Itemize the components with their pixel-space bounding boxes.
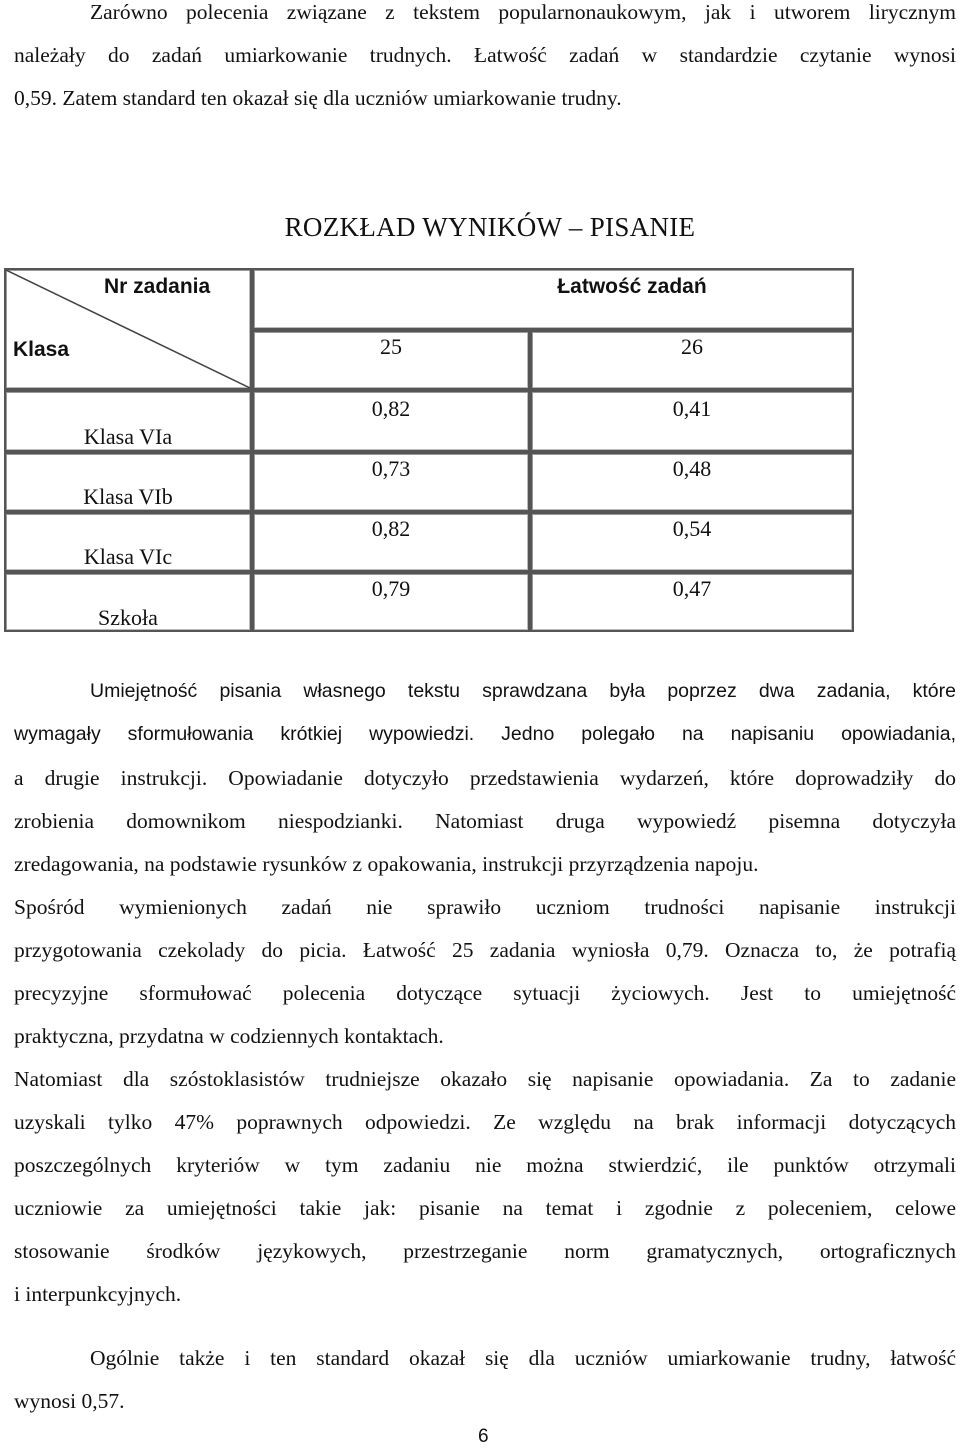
body-line: stosowanie środków językowych, przestrzeganie norm gramatycznych, ortograficznych [14,1239,956,1263]
row-label: Klasa VIa [83,424,173,449]
table-title: ROZKŁAD WYNIKÓW – PISANIE [284,212,696,242]
row-label: Klasa VIc [83,544,173,569]
header-task-label: Nr zadania [104,275,211,298]
task-number-25: 25 [380,334,402,359]
closing-line: Ogólnie także i ten standard okazał się dla uczniów umiarkowanie trudny, łatwość [90,1346,956,1370]
body-line: praktyczna, przydatna w codziennych kontaktach. [14,1024,444,1048]
value-25: 0,82 [371,396,411,421]
value-26: 0,47 [672,576,712,601]
row-label: Szkoła [98,605,158,630]
intro-line: należały do zadań umiarkowanie trudnych. Łatwość zadań w standardzie czytanie wynosi [14,43,956,67]
body-line: poszczególnych kryteriów w tym zadaniu nie można stwierdzić, ile punktów otrzymali [14,1153,956,1177]
body-line: Natomiast dla szóstoklasistów trudniejsze okazało się napisanie opowiadania. Za to zadanie [14,1067,956,1091]
body-line: wymagały sformułowania krótkiej wypowiedzi. Jedno polegało na napisaniu opowiadania, [14,723,956,745]
value-25: 0,79 [371,576,411,601]
body-line: przygotowania czekolady do picia. Łatwość 25 zadania wyniosła 0,79. Oznacza to, że potrafią [14,938,956,962]
task-number-26: 26 [681,334,703,359]
intro-line: 0,59. Zatem standard ten okazał się dla uczniów umiarkowanie trudny. [14,86,622,110]
value-26: 0,48 [672,456,712,481]
value-25: 0,82 [371,516,411,541]
value-26: 0,41 [672,396,712,421]
body-line: zrobienia domownikom niespodzianki. Natomiast druga wypowiedź pisemna dotyczyła [14,809,956,833]
body-line: i interpunkcyjnych. [14,1282,182,1306]
body-line: precyzyjne sformułować polecenia dotyczące sytuacji życiowych. Jest to umiejętność [14,981,956,1005]
value-25: 0,73 [371,456,411,481]
body-line: uzyskali tylko 47% poprawnych odpowiedzi. Ze względu na brak informacji dotyczących [14,1110,956,1134]
intro-line: Zarówno polecenia związane z tekstem popularnonaukowym, jak i utworem lirycznym [90,0,956,24]
header-ease-label: Łatwość zadań [557,275,707,298]
body-line: Spośród wymienionych zadań nie sprawiło uczniom trudności napisanie instrukcji [14,895,956,919]
closing-line: wynosi 0,57. [14,1389,125,1413]
header-class-label: Klasa [13,338,70,361]
body-line: zredagowania, na podstawie rysunków z opakowania, instrukcji przyrządzenia napoju. [14,852,759,876]
body-line: a drugie instrukcji. Opowiadanie dotyczyło przedstawienia wydarzeń, które doprowadziły do [14,766,956,790]
body-line: uczniowie za umiejętności takie jak: pisanie na temat i zgodnie z poleceniem, celowe [14,1196,956,1220]
row-label: Klasa VIb [83,484,173,509]
body-line: Umiejętność pisania własnego tekstu sprawdzana była poprzez dwa zadania, które [90,680,956,702]
value-26: 0,54 [672,516,712,541]
page-number: 6 [478,1426,489,1447]
